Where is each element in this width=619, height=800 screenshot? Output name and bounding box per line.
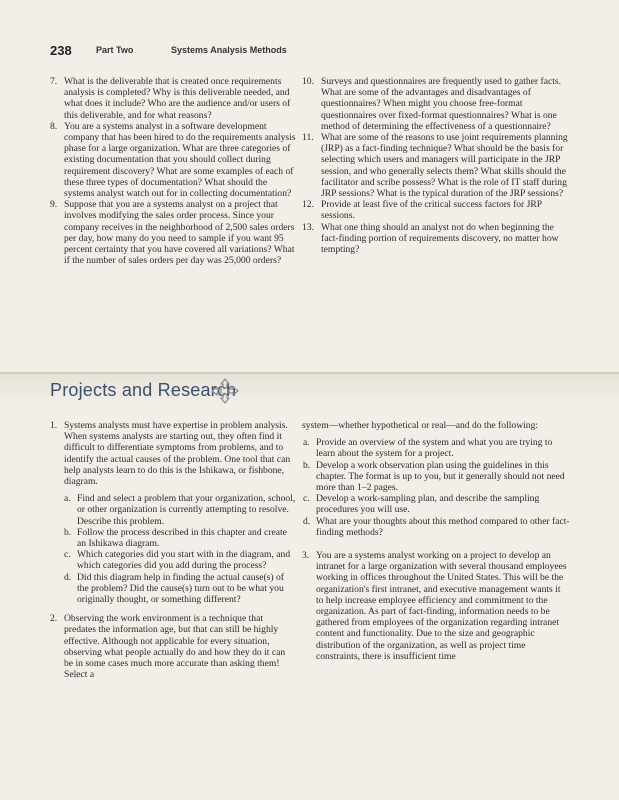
question-number: 13. — [302, 221, 314, 233]
subitem-letter: d. — [303, 515, 311, 527]
subitem-letter: a. — [64, 493, 71, 505]
subitem — [64, 549, 296, 571]
subitem-letter: b. — [64, 526, 72, 538]
question-text: What is the deliverable that is created once requirements analysis is completed? Why is this deliverable needed, and what does it include? Who are the audience and/or users of this deliverable, and for what reasons? — [64, 76, 291, 121]
question-item — [50, 76, 296, 121]
subitem-text: Follow the process described in this chapter and create an Ishikawa diagram. — [77, 526, 287, 550]
subitem — [303, 460, 570, 494]
questions-right-column — [302, 76, 570, 255]
project-item — [302, 550, 570, 662]
projects-left-column — [50, 420, 296, 680]
subitem — [64, 572, 296, 606]
project-subitems — [302, 437, 570, 538]
subitem-text: Did this diagram help in finding the actual cause(s) of the problem? Did the cause(s) turn out to be what you originally thought, or something different? — [77, 571, 285, 606]
question-number: 11. — [302, 132, 314, 144]
subitem-letter: c. — [303, 493, 310, 505]
project-subitems — [50, 493, 296, 605]
subitem — [303, 437, 570, 459]
subitem-letter: c. — [64, 549, 71, 561]
question-item — [302, 76, 570, 132]
project-text: You are a systems analyst working on a project to develop an intranet for a large organization with several thousand employees working in offices throughout the United States. This will be the organization's first intranet, and executive management wants it to help increase employee efficiency and commitment to the organization. As part of fact-finding, information needs to be gathered from employees of the organization regarding intranet content and functionality. Due to the size and geographic distribution of the organization, as well as project time constraints, there is insufficient time — [316, 550, 567, 662]
subitem — [303, 493, 570, 515]
project-text: Systems analysts must have expertise in problem analysis. When systems analysts are starting out, they often find it difficult to differentiate symptoms from problems, and to identify the actual causes of the problem. One tool that can help analysts learn to do this is the Ishikawa, or fishbone, diagram. — [64, 420, 291, 488]
subitem-text: Which categories did you start with in the diagram, and which categories did you add during the process? — [77, 549, 291, 572]
project-number: 3. — [302, 550, 310, 562]
projects-title: Projects and Research — [50, 380, 237, 400]
subitem — [303, 516, 570, 538]
project-item — [50, 420, 296, 487]
project-number: 2. — [50, 613, 58, 625]
part-label: Part Two — [96, 45, 134, 55]
divider-rule — [0, 372, 619, 374]
question-number: 12. — [302, 199, 314, 211]
question-number: 8. — [50, 120, 58, 132]
four-arrows-icon — [210, 377, 240, 405]
question-item — [302, 132, 570, 199]
subitem-text: Find and select a problem that your organization, school, or other organization is currently attempting to resolve. Describe this problem. — [77, 493, 296, 527]
subitem-text: Develop a work-sampling plan, and describe the sampling procedures you will use. — [316, 493, 540, 516]
subitem — [64, 527, 296, 549]
subitem-text: What are your thoughts about this method compared to other fact-finding methods? — [316, 515, 570, 538]
subitem-text: Develop a work observation plan using the guidelines in this chapter. The format is up to you, but it generally should not need more than 1–2 pages. — [316, 459, 565, 494]
questions-left-column — [50, 76, 296, 266]
question-text: Provide at least five of the critical success factors for JRP sessions. — [321, 199, 542, 222]
question-number: 7. — [50, 76, 58, 87]
question-text: What are some of the reasons to use joint requirements planning (JRP) as a fact-finding technique? What should be the basis for selecting which users and managers will participate in the JRP session, and who generally selects them? What skills should the facilitator and scribe possess? What is the role of IT staff during JRP sessions? What is the typical duration of the JRP sessions? — [321, 132, 568, 200]
project-continuation: system—whether hypothetical or real—and do the following: — [302, 420, 539, 431]
question-item — [50, 121, 296, 199]
question-text: What one thing should an analyst not do when beginning the fact-finding portion of requirements discovery, no matter how tempting? — [321, 221, 559, 256]
page-number: 238 — [50, 43, 72, 58]
question-text: You are a systems analyst in a software development company that has been hired to do the requirements analysis phase for a large organization. What are three categories of existing documentation that you should collect during requirement discovery? What are some examples of each of these three types of documentation? What should the systems analyst watch out for in collecting documentation? — [64, 120, 296, 200]
subitem-text: Provide an overview of the system and what you are trying to learn about the system for a project. — [316, 437, 553, 460]
subitem-letter: b. — [303, 459, 311, 471]
project-text: Observing the work environment is a technique that predates the information age, but that can still be highly effective. Although not applicable for every situation, observing what people actually do and how they do it can be in some cases much more accurate than asking them! Select a — [64, 613, 286, 681]
page-header — [50, 43, 570, 59]
subitem-letter: a. — [303, 437, 310, 449]
subitem — [64, 493, 296, 527]
question-number: 10. — [302, 76, 314, 87]
question-item — [302, 199, 570, 221]
section-label: Systems Analysis Methods — [171, 45, 287, 55]
question-text: Surveys and questionnaires are frequently used to gather facts. What are some of the advantages and disadvantages of questionnaires? When might you choose free-format questionnaires over fixed-format questionnaires? What is one method of determining the effectiveness of a questionnaire? — [321, 76, 562, 132]
question-text: Suppose that you are a systems analyst on a project that involves modifying the sales order process. Since your company receives in the neighborhood of 2,500 sales orders per day, how many do you need to sample if you want 95 percent certainty that you have covered all variations? What if the number of sales orders per day was 25,000 orders? — [64, 199, 295, 267]
question-number: 9. — [50, 199, 58, 211]
question-item — [50, 199, 296, 266]
project-item — [50, 613, 296, 680]
projects-right-column — [302, 420, 570, 662]
subitem-letter: d. — [64, 571, 72, 583]
question-item — [302, 222, 570, 256]
project-number: 1. — [50, 420, 58, 431]
